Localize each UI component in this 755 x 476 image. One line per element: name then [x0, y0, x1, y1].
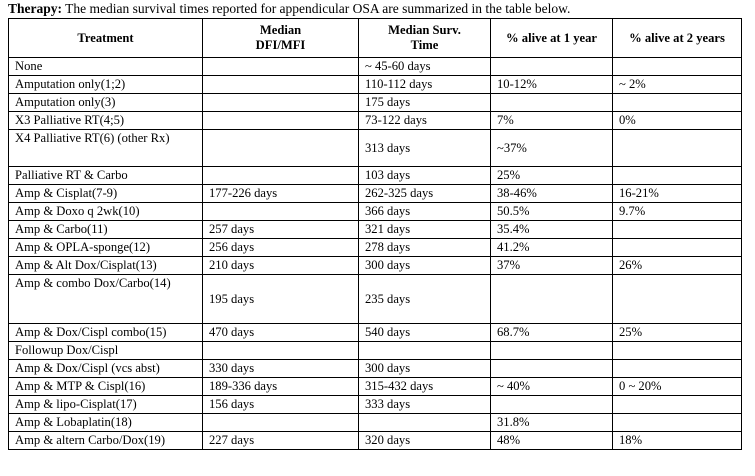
alive-2-years-cell — [613, 239, 742, 257]
median-survival-cell: 235 days — [359, 275, 491, 324]
treatment-cell: Amp & MTP & Cispl(16) — [9, 378, 203, 396]
median-dfi-cell — [203, 58, 359, 76]
median-dfi-cell — [203, 203, 359, 221]
table-row — [9, 221, 742, 239]
table-caption — [8, 1, 570, 17]
alive-1-year-cell: 68.7% — [491, 324, 613, 342]
median-survival-cell: 103 days — [359, 167, 491, 185]
alive-1-year-cell — [491, 342, 613, 360]
alive-1-year-cell — [491, 275, 613, 324]
alive-1-year-cell: 50.5% — [491, 203, 613, 221]
alive-2-years-cell — [613, 167, 742, 185]
alive-2-years-cell — [613, 221, 742, 239]
alive-1-year-cell: 35.4% — [491, 221, 613, 239]
treatment-cell: Amp & combo Dox/Carbo(14) — [9, 275, 203, 324]
table-row — [9, 414, 742, 432]
treatment-cell: None — [9, 58, 203, 76]
table-row — [9, 167, 742, 185]
treatment-cell: Amp & Cisplat(7-9) — [9, 185, 203, 203]
median-dfi-cell — [203, 167, 359, 185]
treatment-cell: Amp & altern Carbo/Dox(19) — [9, 432, 203, 450]
treatment-cell: Amputation only(1;2) — [9, 76, 203, 94]
alive-2-years-cell — [613, 130, 742, 167]
caption-lead: Therapy: — [8, 1, 62, 16]
alive-2-years-cell: 0 ~ 20% — [613, 378, 742, 396]
treatment-cell: Amp & OPLA-sponge(12) — [9, 239, 203, 257]
alive-2-years-cell: 0% — [613, 112, 742, 130]
table-row — [9, 432, 742, 450]
alive-2-years-cell — [613, 342, 742, 360]
median-survival-cell: 540 days — [359, 324, 491, 342]
median-survival-cell: 320 days — [359, 432, 491, 450]
median-survival-cell: 175 days — [359, 94, 491, 112]
median-survival-cell: 278 days — [359, 239, 491, 257]
alive-2-years-cell: ~ 2% — [613, 76, 742, 94]
median-survival-cell: 300 days — [359, 257, 491, 275]
alive-1-year-cell — [491, 94, 613, 112]
median-dfi-cell: 470 days — [203, 324, 359, 342]
header-treatment: Treatment — [9, 19, 203, 58]
median-dfi-cell: 227 days — [203, 432, 359, 450]
alive-1-year-cell: 37% — [491, 257, 613, 275]
alive-1-year-cell: 7% — [491, 112, 613, 130]
treatment-cell: Palliative RT & Carbo — [9, 167, 203, 185]
alive-1-year-cell — [491, 396, 613, 414]
median-survival-cell: 333 days — [359, 396, 491, 414]
header-alive-2-years: % alive at 2 years — [613, 19, 742, 58]
median-survival-cell: ~ 45-60 days — [359, 58, 491, 76]
median-dfi-cell: 195 days — [203, 275, 359, 324]
alive-2-years-cell: 26% — [613, 257, 742, 275]
table-row — [9, 112, 742, 130]
alive-2-years-cell — [613, 58, 742, 76]
median-dfi-cell — [203, 130, 359, 167]
median-dfi-cell — [203, 76, 359, 94]
median-survival-cell — [359, 342, 491, 360]
header-median-survival: Median Surv. Time — [359, 19, 491, 58]
table-row — [9, 185, 742, 203]
header-alive-1-year: % alive at 1 year — [491, 19, 613, 58]
alive-2-years-cell: 18% — [613, 432, 742, 450]
alive-2-years-cell — [613, 414, 742, 432]
table-row — [9, 257, 742, 275]
median-dfi-cell: 189-336 days — [203, 378, 359, 396]
median-survival-cell: 300 days — [359, 360, 491, 378]
alive-1-year-cell: 31.8% — [491, 414, 613, 432]
treatment-cell: Amputation only(3) — [9, 94, 203, 112]
alive-1-year-cell — [491, 360, 613, 378]
treatment-cell: Amp & Carbo(11) — [9, 221, 203, 239]
median-dfi-cell: 256 days — [203, 239, 359, 257]
treatment-cell: Amp & Lobaplatin(18) — [9, 414, 203, 432]
survival-table — [8, 18, 742, 450]
alive-2-years-cell — [613, 360, 742, 378]
treatment-cell: Amp & lipo-Cisplat(17) — [9, 396, 203, 414]
median-survival-cell: 73-122 days — [359, 112, 491, 130]
median-dfi-cell — [203, 112, 359, 130]
median-dfi-cell — [203, 414, 359, 432]
median-survival-cell: 262-325 days — [359, 185, 491, 203]
alive-1-year-cell: 38-46% — [491, 185, 613, 203]
alive-1-year-cell: ~ 40% — [491, 378, 613, 396]
median-dfi-cell: 330 days — [203, 360, 359, 378]
table-body — [9, 58, 742, 450]
median-survival-cell: 313 days — [359, 130, 491, 167]
table-row — [9, 324, 742, 342]
median-survival-cell: 110-112 days — [359, 76, 491, 94]
table-row — [9, 342, 742, 360]
table-row — [9, 203, 742, 221]
alive-1-year-cell: 48% — [491, 432, 613, 450]
median-survival-cell: 366 days — [359, 203, 491, 221]
table-row — [9, 360, 742, 378]
alive-2-years-cell: 25% — [613, 324, 742, 342]
alive-1-year-cell — [491, 58, 613, 76]
treatment-cell: Amp & Alt Dox/Cisplat(13) — [9, 257, 203, 275]
median-dfi-cell: 156 days — [203, 396, 359, 414]
header-median-dfi: Median DFI/MFI — [203, 19, 359, 58]
table-row — [9, 275, 742, 324]
median-dfi-cell — [203, 94, 359, 112]
table-row — [9, 58, 742, 76]
treatment-cell: Amp & Doxo q 2wk(10) — [9, 203, 203, 221]
median-survival-cell: 315-432 days — [359, 378, 491, 396]
median-survival-cell — [359, 414, 491, 432]
treatment-cell: X3 Palliative RT(4;5) — [9, 112, 203, 130]
table-row — [9, 130, 742, 167]
table-row — [9, 378, 742, 396]
table-row — [9, 239, 742, 257]
alive-1-year-cell: ~37% — [491, 130, 613, 167]
median-survival-cell: 321 days — [359, 221, 491, 239]
median-dfi-cell: 210 days — [203, 257, 359, 275]
median-dfi-cell — [203, 342, 359, 360]
alive-2-years-cell — [613, 275, 742, 324]
treatment-cell: X4 Palliative RT(6) (other Rx) — [9, 130, 203, 167]
alive-2-years-cell: 16-21% — [613, 185, 742, 203]
treatment-cell: Followup Dox/Cispl — [9, 342, 203, 360]
treatment-cell: Amp & Dox/Cispl (vcs abst) — [9, 360, 203, 378]
table-row — [9, 94, 742, 112]
table-row — [9, 76, 742, 94]
median-dfi-cell: 257 days — [203, 221, 359, 239]
treatment-cell: Amp & Dox/Cispl combo(15) — [9, 324, 203, 342]
table-row — [9, 396, 742, 414]
alive-1-year-cell: 10-12% — [491, 76, 613, 94]
alive-2-years-cell — [613, 94, 742, 112]
table-header-row — [9, 19, 742, 58]
alive-1-year-cell: 25% — [491, 167, 613, 185]
caption-text: The median survival times reported for appendicular OSA are summarized in the table below. — [62, 1, 571, 16]
alive-2-years-cell: 9.7% — [613, 203, 742, 221]
alive-2-years-cell — [613, 396, 742, 414]
median-dfi-cell: 177-226 days — [203, 185, 359, 203]
alive-1-year-cell: 41.2% — [491, 239, 613, 257]
